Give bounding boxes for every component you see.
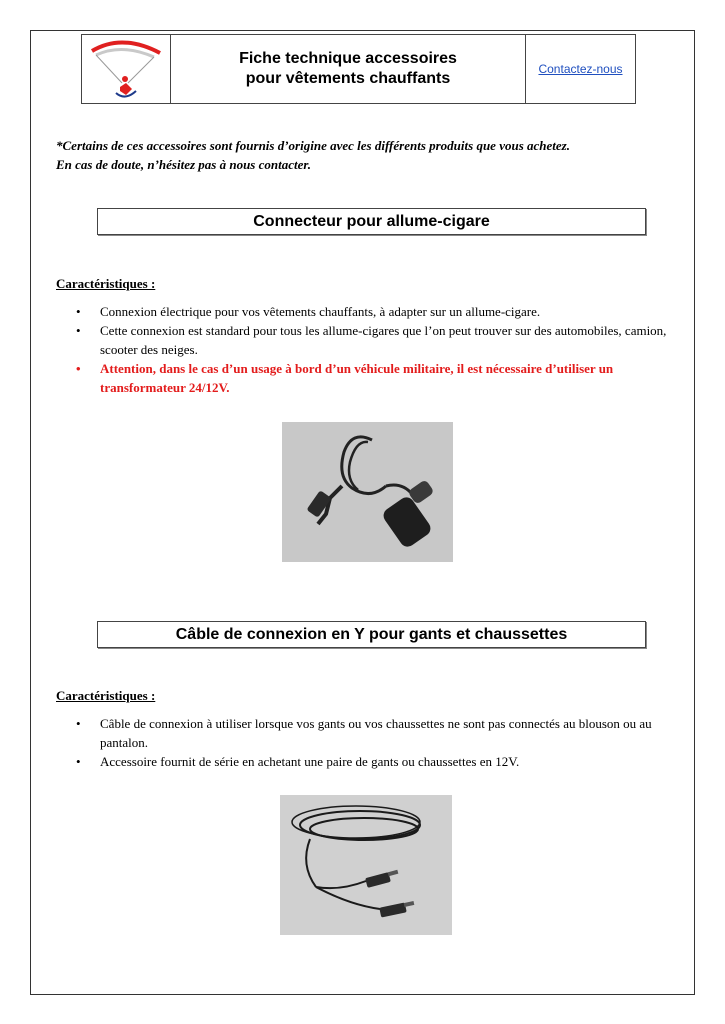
contact-link[interactable]: Contactez-nous	[538, 62, 623, 76]
contact-cell	[526, 35, 635, 103]
intro-line-2: En cas de doute, n’hésitez pas à nous contacter.	[56, 157, 311, 172]
characteristics-label: Caractéristiques :	[56, 688, 156, 703]
intro-line-1: *Certains de ces accessoires sont fournis d’origine avec les différents produits que vous achetez.	[56, 138, 570, 153]
y-cable-icon	[280, 795, 452, 935]
document-title	[171, 35, 526, 103]
title-line-2: pour vêtements chauffants	[245, 70, 451, 87]
section-title: Connecteur pour allume-cigare	[253, 212, 490, 230]
paraglider-logo-icon	[82, 35, 170, 105]
title-line-1: Fiche technique accessoires	[239, 50, 457, 67]
list-item: • Cette connexion est standard pour tous les allume-cigares que l’on peut trouver sur des automobiles, camion, scooter des neiges.	[56, 321, 692, 359]
y-cable-photo	[280, 795, 452, 935]
list-item: • Connexion électrique pour vos vêtements chauffants, à adapter sur un allume-cigare.	[56, 302, 692, 321]
warning-item: • Attention, dans le cas d’un usage à bord d’un véhicule militaire, il est nécessaire d’utiliser un transformateur 24/12V.	[56, 359, 692, 397]
section-title-y-cable	[97, 621, 646, 648]
list-item: • Accessoire fournit de série en achetant une paire de gants ou chaussettes en 12V.	[56, 752, 692, 771]
cigarette-lighter-plug-icon	[282, 422, 453, 562]
characteristics-list	[56, 302, 692, 397]
characteristics-list	[56, 714, 692, 771]
list-item: • Câble de connexion à utiliser lorsque vos gants ou vos chaussettes ne sont pas connectés au blouson ou au pantalon.	[56, 714, 692, 752]
section-title-cigarette-connector	[97, 208, 646, 235]
intro-note	[56, 136, 676, 174]
characteristics-label: Caractéristiques :	[56, 276, 156, 291]
cigarette-connector-photo	[282, 422, 453, 562]
logo	[82, 35, 171, 103]
section-title: Câble de connexion en Y pour gants et chaussettes	[175, 625, 568, 643]
header-table	[81, 34, 636, 104]
